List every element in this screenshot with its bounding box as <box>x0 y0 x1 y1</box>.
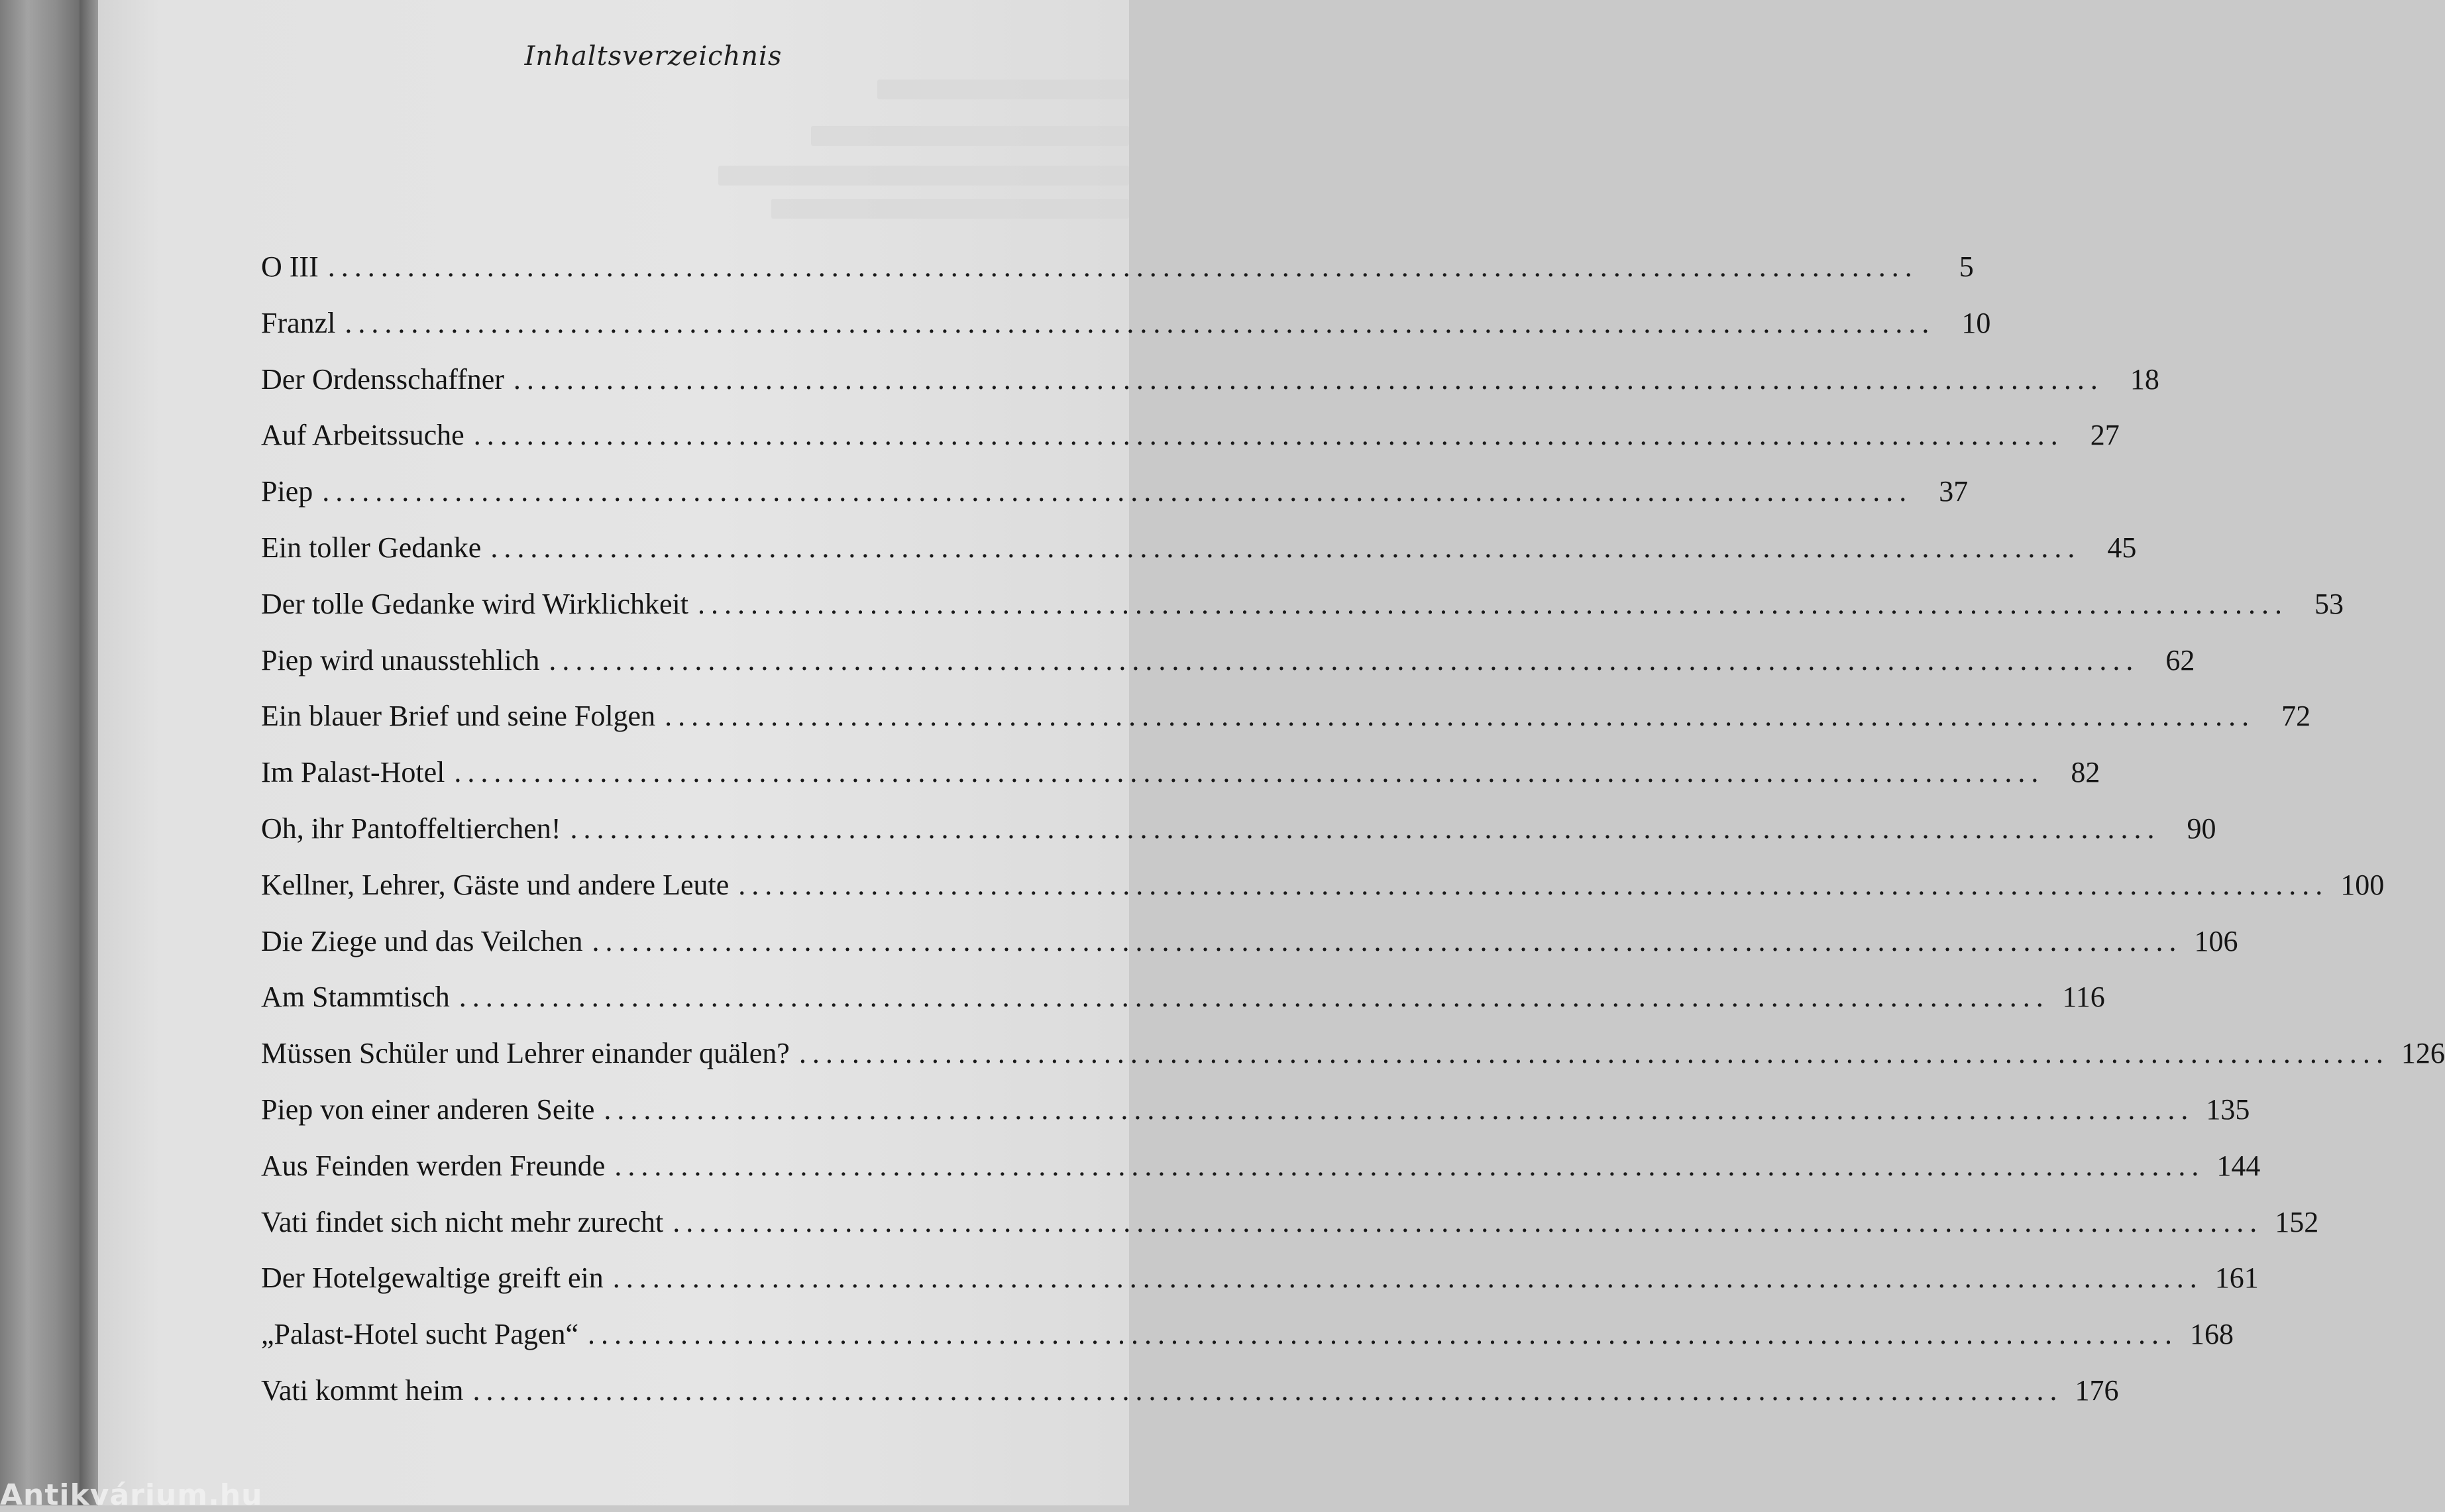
toc-entry-title: Piep <box>261 475 313 508</box>
toc-dot-leader: ........................................................................................................................ <box>513 362 2104 396</box>
toc-entry-page: 45 <box>2107 531 2137 564</box>
toc-dot-leader: ........................................................................................................................ <box>454 756 2045 789</box>
toc-dot-leader: ........................................................................................................................ <box>604 1093 2195 1126</box>
toc-dot-leader: ........................................................................................................................ <box>459 981 2049 1014</box>
toc-dot-leader: ........................................................................................................................ <box>665 700 2255 733</box>
toc-entry-page: 72 <box>2281 700 2311 733</box>
gutter-shadow <box>80 0 98 1505</box>
toc-dot-leader: ........................................................................................................................ <box>612 1262 2203 1295</box>
toc-entry-page: 5 <box>1959 250 1974 283</box>
toc-entry-title: Im Palast-Hotel <box>261 756 445 789</box>
toc-entry-page: 100 <box>2340 868 2385 901</box>
toc-dot-leader: ........................................................................................................................ <box>472 1374 2063 1407</box>
toc-entry-title: „Palast-Hotel sucht Pagen“ <box>261 1318 578 1351</box>
toc-entry <box>261 1149 2261 1205</box>
toc-entry <box>261 868 2385 924</box>
toc-entry <box>261 1317 2234 1374</box>
toc-entry <box>261 755 2100 812</box>
bleed-through-text <box>718 166 1129 186</box>
toc-entry-page: 106 <box>2194 924 2238 957</box>
toc-dot-leader: ........................................................................................................................ <box>738 868 2329 901</box>
toc-dot-leader: ........................................................................................................................ <box>345 306 1935 339</box>
toc-entry-title: Franzl <box>261 306 336 339</box>
watermark: Antikvárium.hu <box>0 1478 263 1512</box>
toc-entry <box>261 812 2216 868</box>
toc-entry-title: Oh, ihr Pantoffeltierchen! <box>261 812 561 845</box>
toc-entry <box>261 362 2159 419</box>
toc-dot-leader: ........................................................................................................................ <box>614 1149 2205 1182</box>
toc-entry <box>261 587 2344 643</box>
toc-entry-page: 168 <box>2189 1318 2234 1351</box>
toc-entry-page: 152 <box>2275 1205 2319 1238</box>
toc-entry <box>261 924 2238 981</box>
toc-entry-title: Vati findet sich nicht mehr zurecht <box>261 1205 664 1238</box>
toc-entry <box>261 643 2195 700</box>
toc-entry-title: Der tolle Gedanke wird Wirklichkeit <box>261 587 688 620</box>
toc-entry <box>261 250 1974 306</box>
toc-dot-leader: ........................................................................................................................ <box>473 419 2064 452</box>
toc-dot-leader: ........................................................................................................................ <box>798 1037 2389 1070</box>
toc-entry <box>261 699 2311 755</box>
toc-entry <box>261 418 2120 474</box>
toc-entry-title: Müssen Schüler und Lehrer einander quälen? <box>261 1037 790 1070</box>
page-title: Inhaltsverzeichnis <box>524 41 783 72</box>
toc-entry-title: Die Ziege und das Veilchen <box>261 924 583 957</box>
toc-entry-title: Piep wird unausstehlich <box>261 643 540 676</box>
toc-entry-title: Ein toller Gedanke <box>261 531 482 564</box>
toc-entry <box>261 306 1991 362</box>
toc-entry-page: 27 <box>2090 419 2120 452</box>
book-spine <box>0 0 80 1505</box>
toc-dot-leader: ........................................................................................................................ <box>592 924 2183 957</box>
toc-entry-page: 176 <box>2075 1374 2119 1407</box>
toc-entry-page: 37 <box>1939 475 1969 508</box>
toc-entry-title: Auf Arbeitssuche <box>261 419 464 452</box>
toc-entry <box>261 531 2137 587</box>
toc-dot-leader: ........................................................................................................................ <box>673 1205 2263 1238</box>
toc-dot-leader: ........................................................................................................................ <box>549 643 2140 676</box>
toc-entry-title: Piep von einer anderen Seite <box>261 1093 595 1126</box>
toc-entry <box>261 1093 2250 1149</box>
toc-dot-leader: ........................................................................................................................ <box>697 587 2288 620</box>
toc-entry-page: 126 <box>2401 1037 2445 1070</box>
toc-entry-page: 62 <box>2165 643 2195 676</box>
toc-dot-leader: ........................................................................................................................ <box>490 531 2081 564</box>
toc-entry <box>261 980 2105 1036</box>
book-page <box>98 0 2445 1505</box>
toc-entry-title: Der Ordensschaffner <box>261 362 504 396</box>
toc-entry <box>261 1205 2319 1262</box>
toc-entry-title: Ein blauer Brief und seine Folgen <box>261 700 656 733</box>
toc-entry <box>261 1261 2259 1317</box>
bleed-through-text <box>877 80 1129 99</box>
toc-dot-leader: ........................................................................................................................ <box>322 475 1913 508</box>
toc-entry-title: Vati kommt heim <box>261 1374 464 1407</box>
toc-dot-leader: ........................................................................................................................ <box>570 812 2161 845</box>
toc-dot-leader: ........................................................................................................................ <box>327 250 1918 283</box>
toc-entry <box>261 1374 2119 1430</box>
toc-entry-title: Aus Feinden werden Freunde <box>261 1149 606 1182</box>
toc-entry-page: 116 <box>2062 981 2105 1014</box>
toc-entry-page: 10 <box>1961 306 1991 339</box>
bleed-through-text <box>811 126 1129 146</box>
toc-entry-title: O III <box>261 250 319 283</box>
toc-entry <box>261 1036 2445 1093</box>
bleed-through-text <box>771 199 1129 219</box>
toc-entry-page: 161 <box>2214 1262 2259 1295</box>
toc-list <box>261 250 2445 1430</box>
toc-entry-title: Kellner, Lehrer, Gäste und andere Leute <box>261 868 730 901</box>
toc-entry-page: 53 <box>2314 587 2344 620</box>
toc-entry-title: Der Hotelgewaltige greift ein <box>261 1262 604 1295</box>
toc-entry-page: 135 <box>2206 1093 2250 1126</box>
toc-entry-page: 18 <box>2130 362 2159 396</box>
toc-entry-page: 82 <box>2071 756 2100 789</box>
toc-entry-page: 90 <box>2187 812 2216 845</box>
toc-entry-page: 144 <box>2216 1149 2261 1182</box>
toc-entry-title: Am Stammtisch <box>261 981 450 1014</box>
toc-entry <box>261 474 1969 531</box>
toc-dot-leader: ........................................................................................................................ <box>587 1318 2178 1351</box>
